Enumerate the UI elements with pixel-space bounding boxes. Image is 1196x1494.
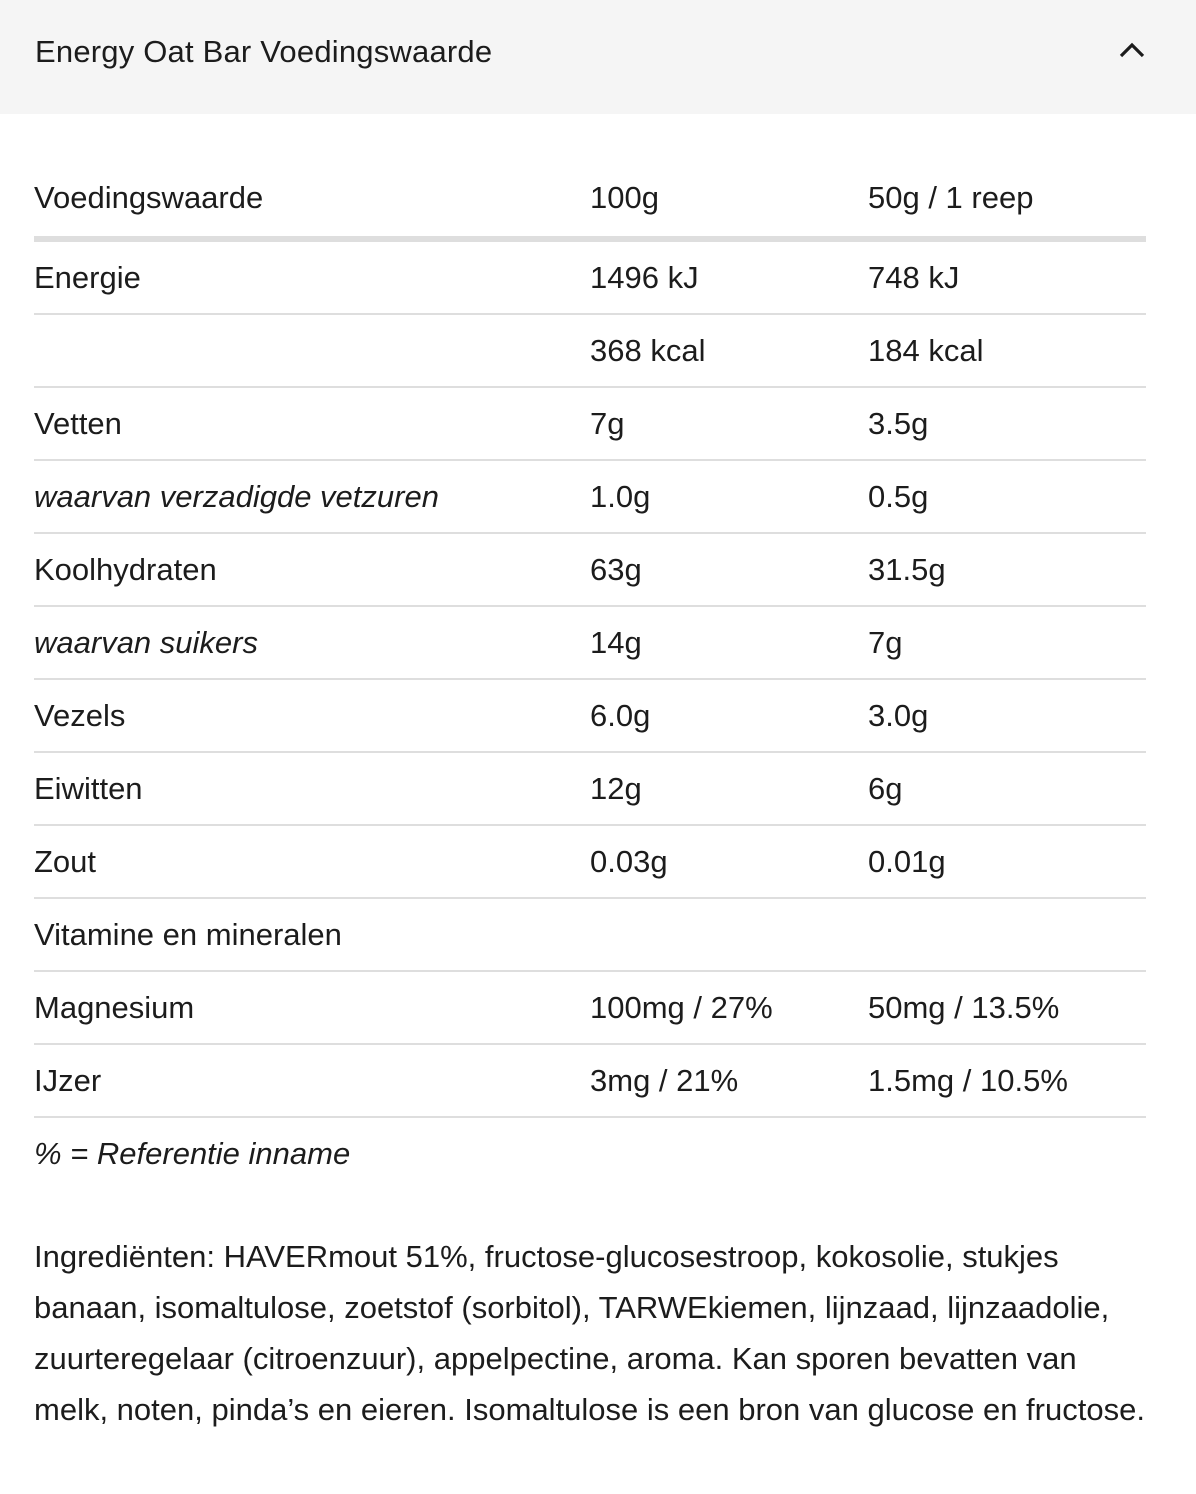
nutrient-label: Zout <box>34 825 590 898</box>
table-row-vezels <box>34 679 1146 752</box>
table-row-energie-kcal <box>34 314 1146 387</box>
value-per-serving: 50mg / 13.5% <box>868 971 1146 1044</box>
table-row-magnesium <box>34 971 1146 1044</box>
value-per-100g: 368 kcal <box>590 314 868 387</box>
value-per-100g: 7g <box>590 387 868 460</box>
value-per-100g: 63g <box>590 533 868 606</box>
nutrient-label <box>34 314 590 387</box>
nutrient-label: Energie <box>34 239 590 314</box>
value-per-serving: 0.5g <box>868 460 1146 533</box>
table-row-energie-kj <box>34 239 1146 314</box>
section-label: Vitamine en mineralen <box>34 898 590 971</box>
nutrition-table <box>34 160 1146 1118</box>
value-per-100g: 0.03g <box>590 825 868 898</box>
value-per-100g: 12g <box>590 752 868 825</box>
column-header-per-100g: 100g <box>590 160 868 239</box>
value-per-100g: 100mg / 27% <box>590 971 868 1044</box>
accordion-content <box>0 160 1196 1435</box>
table-row-suikers <box>34 606 1146 679</box>
reference-intake-footnote: % = Referentie inname <box>34 1136 351 1171</box>
value-per-100g: 1496 kJ <box>590 239 868 314</box>
value-per-serving: 31.5g <box>868 533 1146 606</box>
value-per-100g: 6.0g <box>590 679 868 752</box>
table-row-eiwitten <box>34 752 1146 825</box>
column-header-nutrient: Voedingswaarde <box>34 160 590 239</box>
nutrient-label: Magnesium <box>34 971 590 1044</box>
accordion-title: Energy Oat Bar Voedingswaarde <box>35 34 493 69</box>
nutrient-label: IJzer <box>34 1044 590 1117</box>
table-row-verzadigde-vetzuren <box>34 460 1146 533</box>
value-per-serving: 3.5g <box>868 387 1146 460</box>
ingredients-text: HAVERmout 51%, fructose-glucosestroop, kokosolie, stukjes banaan, isomaltulose, zoetstof (sorbitol), TARWEkiemen, lijnzaad, lijnzaadolie, zuurteregelaar (citroenzuur), appelpectine, aroma. Kan sporen bevatten van melk, noten, pinda’s en eieren. Isomaltulose is een bron van glucose en fructose. <box>34 1239 1145 1427</box>
nutrient-label: Vetten <box>34 387 590 460</box>
column-header-per-serving: 50g / 1 reep <box>868 160 1146 239</box>
value-per-serving: 7g <box>868 606 1146 679</box>
value-per-serving: 6g <box>868 752 1146 825</box>
nutrient-label: Vezels <box>34 679 590 752</box>
ingredients-paragraph <box>34 1231 1154 1435</box>
table-row-koolhydraten <box>34 533 1146 606</box>
nutrient-label: waarvan verzadigde vetzuren <box>34 460 590 533</box>
value-per-100g: 3mg / 21% <box>590 1044 868 1117</box>
table-row-vitamine-en-mineralen <box>34 898 1146 971</box>
value-per-100g: 1.0g <box>590 460 868 533</box>
table-header-row <box>34 160 1146 239</box>
value-per-serving: 184 kcal <box>868 314 1146 387</box>
table-row-vetten <box>34 387 1146 460</box>
value-per-serving: 1.5mg / 10.5% <box>868 1044 1146 1117</box>
value-per-serving: 3.0g <box>868 679 1146 752</box>
value-per-serving: 0.01g <box>868 825 1146 898</box>
value-per-100g: 14g <box>590 606 868 679</box>
nutrient-label: waarvan suikers <box>34 606 590 679</box>
chevron-up-icon[interactable] <box>1118 40 1146 60</box>
value-per-serving <box>868 898 1146 971</box>
value-per-serving: 748 kJ <box>868 239 1146 314</box>
table-row-ijzer <box>34 1044 1146 1117</box>
table-row-zout <box>34 825 1146 898</box>
nutrient-label: Koolhydraten <box>34 533 590 606</box>
accordion-header-nutrition[interactable] <box>0 0 1196 114</box>
nutrient-label: Eiwitten <box>34 752 590 825</box>
ingredients-label: Ingrediënten: <box>34 1239 215 1274</box>
value-per-100g <box>590 898 868 971</box>
